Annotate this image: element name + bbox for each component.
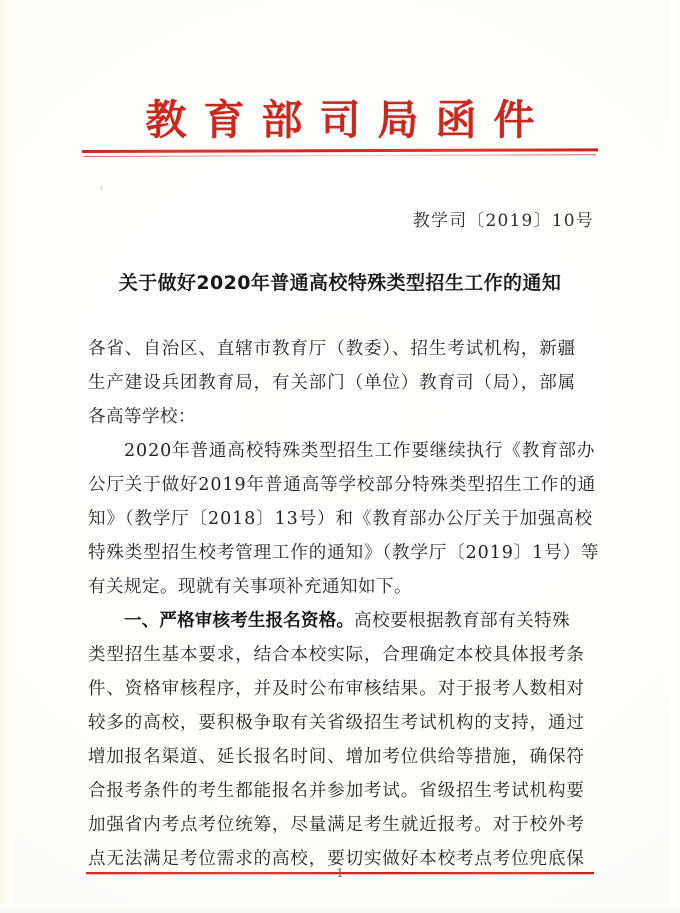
paragraph-line: 有关规定。现就有关事项补充通知如下。 [88,577,412,597]
paragraph-line: 2020年普通高校特殊类型招生工作要继续执行《教育部办 [124,441,596,461]
paragraph-line: 特殊类型招生校考管理工作的通知》（教学厅〔2019〕1号）等 [88,543,600,563]
letterhead-rule-thick [82,148,598,153]
paragraph-line: 公厅关于做好2019年普通高等学校部分特殊类型招生工作的通 [88,475,597,495]
paragraph-line: 增加报名渠道、延长报名时间、增加考位供给等措施，确保符 [88,747,585,767]
paragraph-line: 类型招生基本要求，结合本校实际，合理确定本校具体报考条 [88,645,585,665]
document-number: 教学司〔2019〕10号 [412,211,594,231]
paragraph-line: 知》（教学厅〔2018〕13号）和《教育部办公厅关于加强高校 [88,509,594,529]
section-heading: 一、严格审核考生报名资格。 [124,611,355,631]
paragraph-line: 较多的高校，要积极争取有关省级招生考试机构的支持，通过 [88,713,585,733]
document-body [88,332,600,876]
section-heading-continuation: 高校要根据教育部有关特殊 [354,611,571,631]
scan-edge-bottom [0,904,680,913]
page-title: 关于做好2020年普通高校特殊类型招生工作的通知 [118,272,562,294]
scan-speck [100,186,103,190]
addressee-line: 各省、自治区、直辖市教育厅（教委）、招生考试机构，新疆 [88,339,577,359]
letterhead-rule-thin [84,154,596,157]
letterhead-rule [82,150,598,159]
letterhead-title: 教育部司局函件 [145,96,552,144]
addressee-line: 各高等学校： [88,407,196,427]
paragraph-line: 加强省内考点考位统筹，尽量满足考生就近报考。对于校外考 [88,815,585,835]
page-number: 1 [336,866,344,880]
addressee-line: 生产建设兵团教育局，有关部门（单位）教育司（局），部属 [88,373,577,393]
paragraph-line: 合报考条件的考生都能报名并参加考试。省级招生考试机构要 [88,781,585,801]
annotated-line-text: 点无法满足考位需求的高校，要切实做好本校考点考位兜底保 [88,849,585,869]
paragraph-line: 件、资格审核程序，并及时公布审核结果。对于报考人数相对 [88,679,585,699]
section-heading-line [88,604,594,638]
